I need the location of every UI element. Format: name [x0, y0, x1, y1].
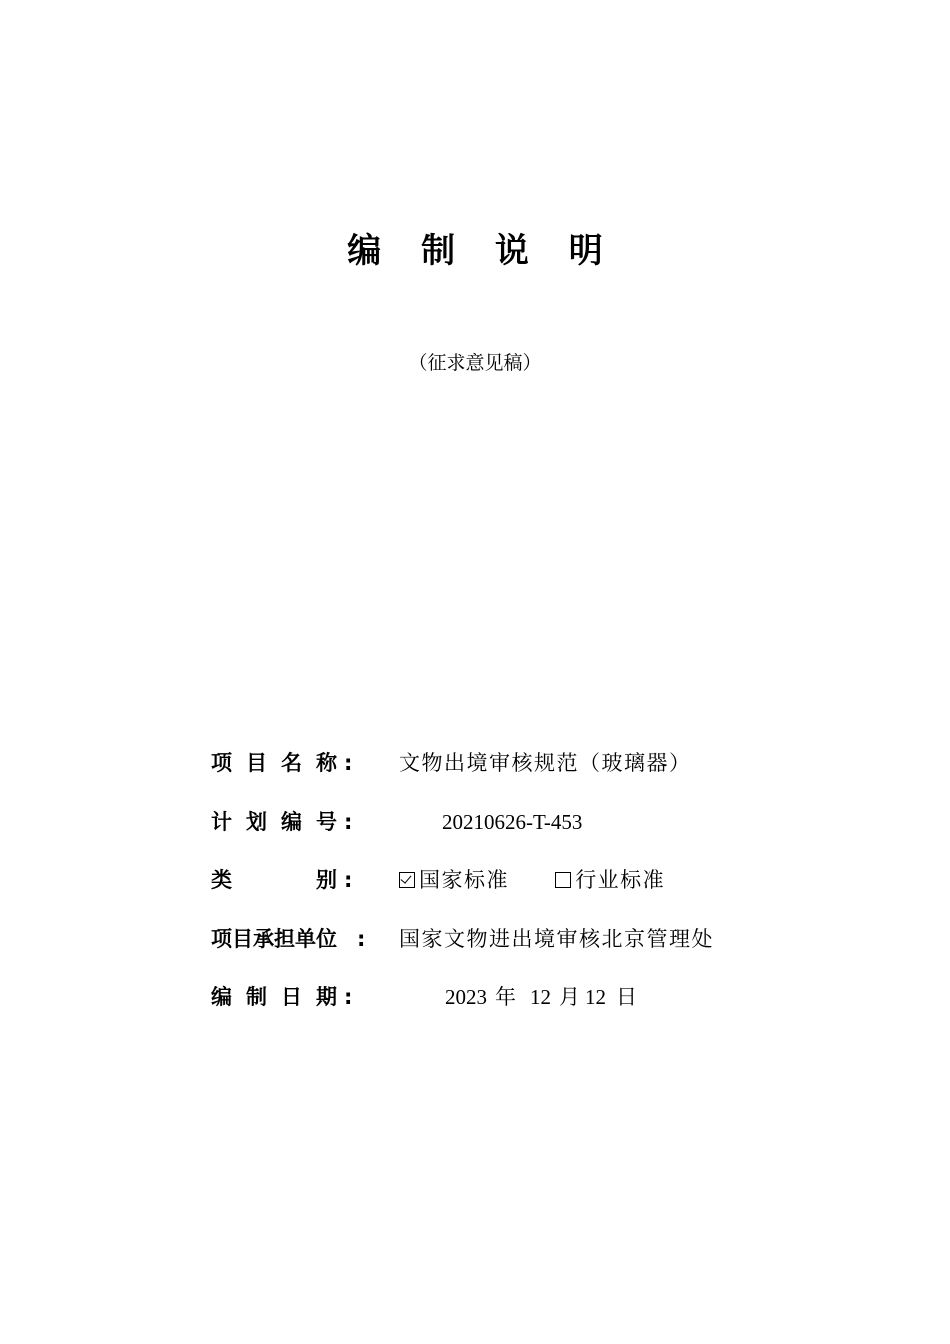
date-year: 2023	[445, 985, 487, 1009]
document-title: 编 制 说 明	[347, 231, 617, 271]
option-national-standard-label: 国家标准	[419, 868, 509, 892]
document-subtitle: （征求意见稿）	[408, 352, 542, 374]
row-compile-date	[211, 979, 831, 1038]
date-year-unit: 年	[495, 985, 516, 1009]
option-national-standard[interactable]	[399, 862, 509, 898]
project-name-label: 项 目 名 称	[211, 751, 337, 775]
project-name-value: 文物出境审核规范（玻璃器）	[399, 751, 692, 775]
plan-number-label: 计 划 编 号	[211, 809, 337, 834]
date-month-unit: 月	[559, 985, 580, 1009]
compile-date-colon: :	[344, 985, 353, 1009]
checkbox-checked-icon[interactable]	[399, 872, 415, 888]
project-name-colon: :	[344, 751, 353, 775]
undertaking-unit-value: 国家文物进出境审核北京管理处	[399, 926, 714, 951]
row-category	[211, 862, 831, 921]
date-month: 12	[530, 985, 551, 1009]
date-day: 12	[585, 985, 606, 1009]
checkbox-unchecked-icon[interactable]	[555, 872, 571, 888]
row-plan-number	[211, 804, 831, 863]
option-industry-standard[interactable]	[555, 862, 665, 898]
plan-number-colon: :	[344, 809, 353, 834]
undertaking-unit-label: 项目承担单位	[211, 926, 337, 951]
category-options	[399, 862, 703, 899]
date-day-unit: 日	[616, 985, 637, 1009]
plan-number-value: 20210626-T-453	[442, 809, 583, 834]
row-project-name	[211, 745, 831, 804]
category-colon: :	[344, 868, 353, 892]
undertaking-unit-colon: :	[357, 926, 366, 951]
category-label: 类 别	[211, 868, 337, 892]
compile-date-value	[445, 979, 637, 1015]
compile-date-label: 编 制 日 期	[211, 985, 337, 1009]
info-block	[211, 745, 831, 1038]
row-undertaking-unit	[211, 921, 831, 980]
option-industry-standard-label: 行业标准	[575, 868, 666, 892]
